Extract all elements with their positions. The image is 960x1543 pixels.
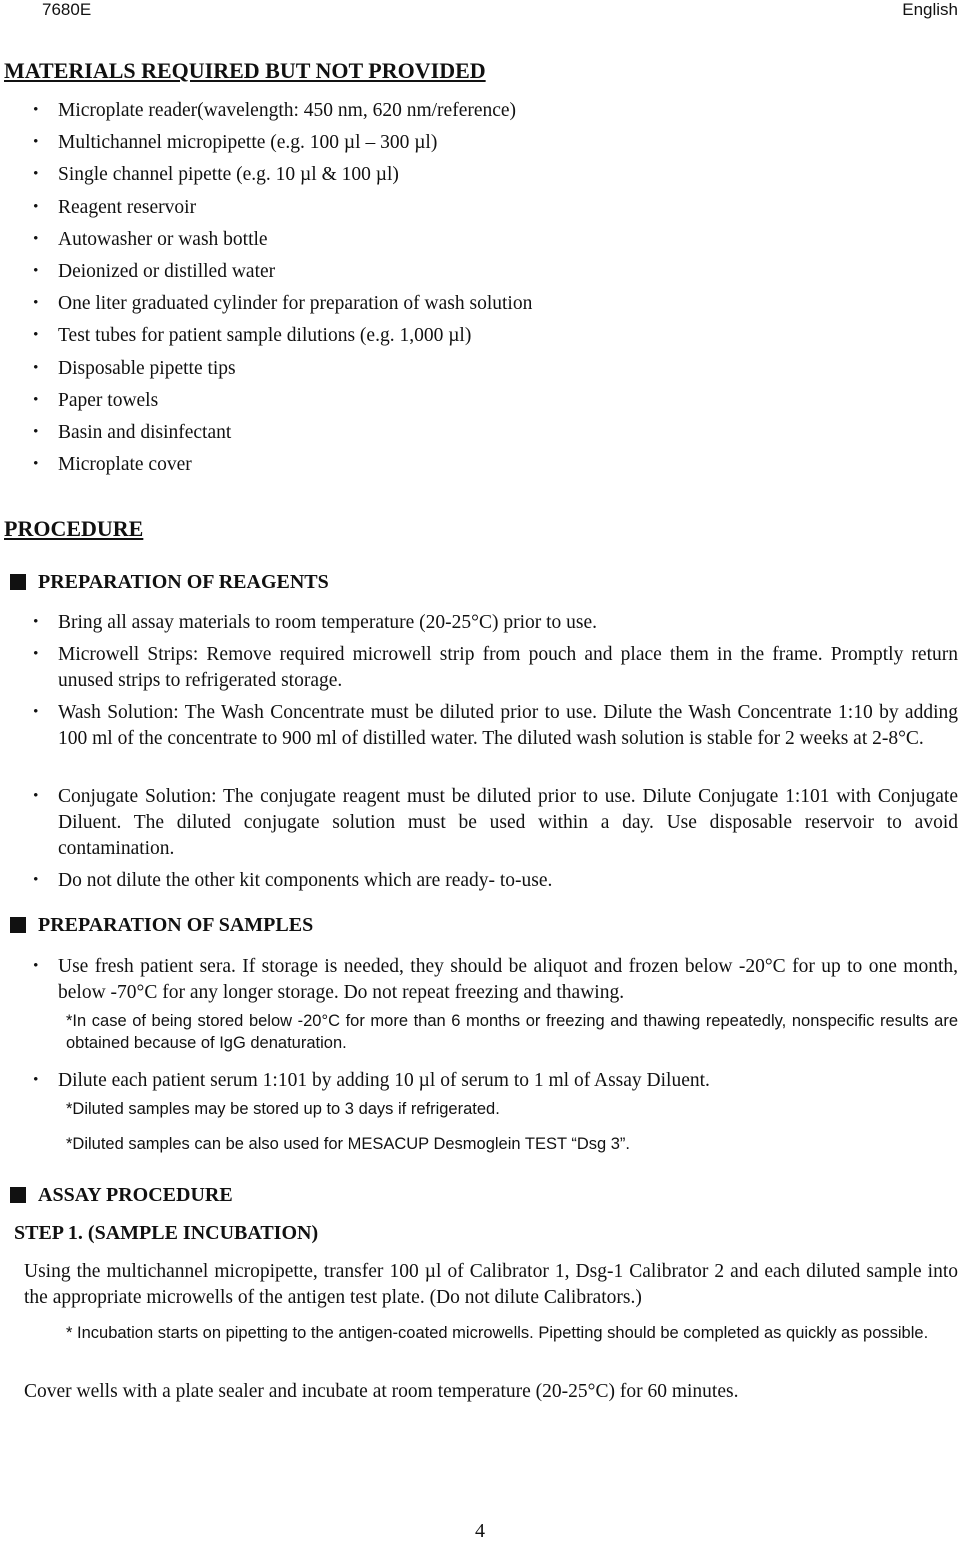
sample-note <box>66 1010 958 1054</box>
list-bullet: ・ <box>26 956 46 977</box>
list-item: Microplate cover <box>58 454 192 475</box>
list-bullet: ・ <box>26 702 46 723</box>
list-bullet: ・ <box>26 390 46 411</box>
list-bullet: ・ <box>26 870 46 891</box>
page-number: 4 <box>475 1520 485 1542</box>
reagent-step: Bring all assay materials to room temperature (20-25°C) prior to use. <box>58 612 598 633</box>
list-item: One liter graduated cylinder for preparation of wash solution <box>58 293 533 314</box>
procedure-heading: PROCEDURE <box>4 516 144 541</box>
document-code: 7680E <box>42 0 92 19</box>
step-title: STEP 1. (SAMPLE INCUBATION) <box>14 1222 319 1244</box>
list-item: Paper towels <box>58 390 159 411</box>
list-item: Test tubes for patient sample dilutions (e.g. 1,000 µl) <box>58 325 472 346</box>
assay-heading: ASSAY PROCEDURE <box>38 1184 233 1206</box>
list-bullet: ・ <box>26 1070 46 1091</box>
list-bullet: ・ <box>26 293 46 314</box>
list-item: Basin and disinfectant <box>58 422 232 443</box>
list-bullet: ・ <box>26 612 46 633</box>
list-bullet: ・ <box>26 261 46 282</box>
reagent-step: Wash Solution: The Wash Concentrate must be diluted prior to use. Dilute the Wash Concentrate 1:10 by adding 100 ml of the concentrate to 900 ml of distilled water. The diluted wash solution is stable for 2 weeks at 2-8°C. <box>58 702 958 749</box>
list-item: Deionized or distilled water <box>58 261 276 282</box>
assay-paragraph: Using the multichannel micropipette, transfer 100 µl of Calibrator 1, Dsg-1 Calibrator 2 and each diluted sample into the appropriate microwells of the antigen test plate. (Do not dilute Calibrators.) <box>24 1261 958 1308</box>
materials-heading: MATERIALS REQUIRED BUT NOT PROVIDED <box>4 58 486 83</box>
section-square-icon <box>10 1187 26 1203</box>
list-bullet: ・ <box>26 325 46 346</box>
list-item: Disposable pipette tips <box>58 358 236 379</box>
sample-note: *Diluted samples may be stored up to 3 days if refrigerated. <box>66 1100 500 1118</box>
list-bullet: ・ <box>26 644 46 665</box>
reagent-step: Microwell Strips: Remove required microwell strip from pouch and place them in the frame. Promptly return unused strips to refrigerated storage. <box>58 644 958 691</box>
list-bullet: ・ <box>26 132 46 153</box>
sample-note: *Diluted samples can be also used for MESACUP Desmoglein TEST “Dsg 3”. <box>66 1135 630 1153</box>
list-bullet: ・ <box>26 100 46 121</box>
section-square-icon <box>10 917 26 933</box>
list-item: Microplate reader(wavelength: 450 nm, 620 nm/reference) <box>58 100 517 121</box>
assay-paragraph: Cover wells with a plate sealer and incubate at room temperature (20-25°C) for 60 minutes. <box>24 1381 739 1402</box>
section-square-icon <box>10 574 26 590</box>
sample-note-text: *In case of being stored below -20°C for more than 6 months or freezing and thawing repeatedly, nonspecific results are obtained because of IgG denaturation. <box>66 1012 958 1052</box>
samples-heading: PREPARATION OF SAMPLES <box>38 914 314 936</box>
language-label: English <box>902 0 958 19</box>
list-bullet: ・ <box>26 164 46 185</box>
reagents-heading: PREPARATION OF REAGENTS <box>38 571 329 593</box>
list-bullet: ・ <box>26 786 46 807</box>
reagent-step: Do not dilute the other kit components which are ready- to-use. <box>58 870 553 891</box>
list-item: Multichannel micropipette (e.g. 100 µl – 300 µl) <box>58 132 438 153</box>
list-item: Single channel pipette (e.g. 10 µl & 100 µl) <box>58 164 399 185</box>
sample-step: Dilute each patient serum 1:101 by adding 10 µl of serum to 1 ml of Assay Diluent. <box>58 1070 710 1091</box>
list-bullet: ・ <box>26 229 46 250</box>
sample-step: Use fresh patient sera. If storage is needed, they should be aliquot and frozen below -20°C for up to one month, below -70°C for any longer storage. Do not repeat freezing and thawing. <box>58 956 958 1003</box>
list-bullet: ・ <box>26 358 46 379</box>
list-item: Reagent reservoir <box>58 197 197 218</box>
list-bullet: ・ <box>26 197 46 218</box>
assay-note: * Incubation starts on pipetting to the antigen-coated microwells. Pipetting should be completed as quickly as possible. <box>66 1324 929 1342</box>
reagent-step: Conjugate Solution: The conjugate reagent must be diluted prior to use. Dilute Conjugate 1:101 with Conjugate Diluent. The diluted conjugate solution must be used within a day. Use disposable reservoir to avoid contamination. <box>58 786 958 859</box>
list-item: Autowasher or wash bottle <box>58 229 268 250</box>
list-bullet: ・ <box>26 454 46 475</box>
list-bullet: ・ <box>26 422 46 443</box>
